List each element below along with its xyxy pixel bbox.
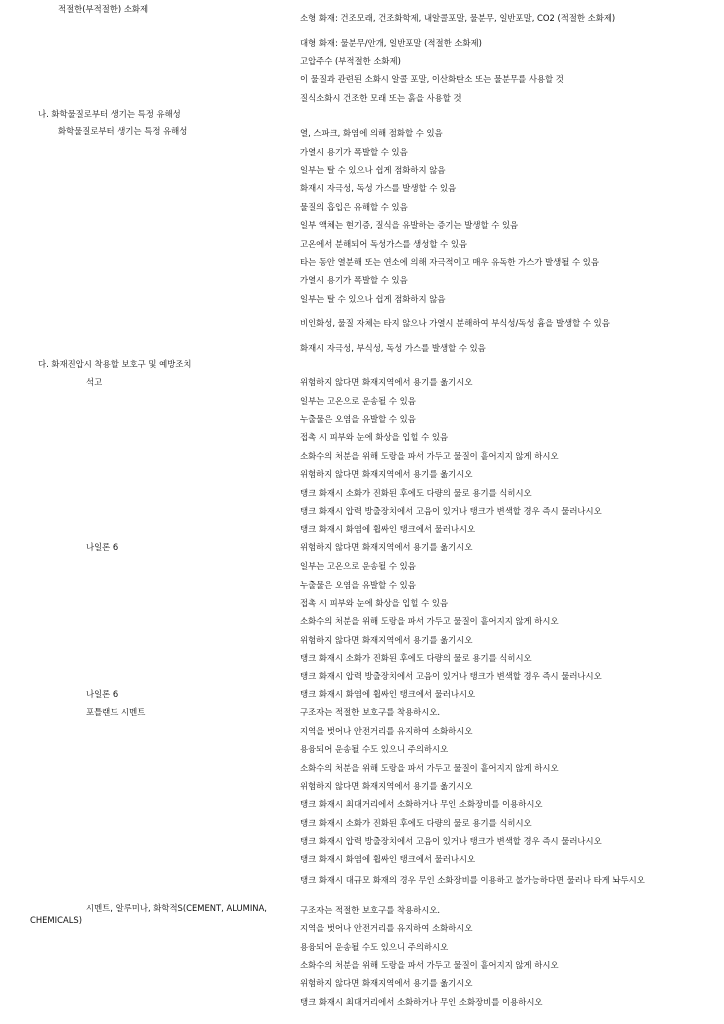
left-label: 석고 [86, 377, 103, 387]
right-value: 지역을 벗어나 안전거리를 유지하여 소화하시오 [300, 923, 473, 933]
right-value: 위험하지 않다면 화재지역에서 용기를 옮기시오 [300, 542, 473, 552]
left-label: 나일론 6 [86, 689, 119, 699]
right-value: 접촉 시 피부와 눈에 화상을 입힐 수 있음 [300, 432, 449, 442]
right-value: 가열시 용기가 폭발할 수 있음 [300, 147, 408, 157]
right-value: 소화수의 처분을 위해 도랑을 파서 가두고 물질이 흩어지지 않게 하시오 [300, 451, 559, 461]
right-value: 고압주수 (부적절한 소화제) [300, 56, 401, 66]
right-value: 누출물은 오염을 유발할 수 있음 [300, 580, 416, 590]
left-label: 나일론 6 [86, 542, 119, 552]
right-value: 탱크 화재시 화염에 휩싸인 탱크에서 물러나시오 [300, 524, 476, 534]
right-value: 이 물질과 관련된 소화시 알콜 포말, 이산화탄소 또는 물분무를 사용할 것 [300, 74, 564, 84]
right-value: 물질의 흡입은 유해할 수 있음 [300, 202, 408, 212]
right-value: 위험하지 않다면 화재지역에서 용기를 옮기시오 [300, 781, 473, 791]
right-value: 누출물은 오염을 유발할 수 있음 [300, 414, 416, 424]
right-value: 용융되어 운송될 수도 있으니 주의하시오 [300, 744, 449, 754]
right-value: 구조자는 적절한 보호구를 착용하시오. [300, 707, 441, 717]
right-value: 탱크 화재시 화염에 휩싸인 탱크에서 물러나시오 [300, 854, 476, 864]
right-value: 일부 액체는 현기증, 질식을 유발하는 증기는 발생할 수 있음 [300, 220, 519, 230]
right-value: 화재시 자극성, 부식성, 독성 가스를 발생할 수 있음 [300, 343, 486, 353]
right-value: 탱크 화재시 소화가 진화된 후에도 다량의 물로 용기를 식히시오 [300, 488, 532, 498]
left-label: 나. 화학물질로부터 생기는 특정 유해성 [38, 109, 181, 119]
right-value: 고온에서 분해되어 독성가스를 생성할 수 있음 [300, 239, 468, 249]
right-value: 탱크 화재시 소화가 진화된 후에도 다량의 물로 용기를 식히시오 [300, 818, 532, 828]
right-value: 구조자는 적절한 보호구를 착용하시오. [300, 905, 441, 915]
right-value: 탱크 화재시 화염에 휩싸인 탱크에서 물러나시오 [300, 689, 476, 699]
right-value: 탱크 화재시 압력 방출장치에서 고음이 있거나 탱크가 변색할 경우 즉시 물러나시오 [300, 836, 602, 846]
right-value: 위험하지 않다면 화재지역에서 용기를 옮기시오 [300, 469, 473, 479]
right-value: 일부는 고온으로 운송될 수 있음 [300, 561, 416, 571]
right-value: 탱크 화재시 최대거리에서 소화하거나 무인 소화장비를 이용하시오 [300, 799, 543, 809]
right-value: 탱크 화재시 최대거리에서 소화하거나 무인 소화장비를 이용하시오 [300, 997, 543, 1007]
right-value: 위험하지 않다면 화재지역에서 용기를 옮기시오 [300, 377, 473, 387]
right-value: 화재시 자극성, 독성 가스를 발생할 수 있음 [300, 183, 457, 193]
right-value-large-tank-fire: 탱크 화재시 대규모 화재의 경우 무인 소화장비를 이용하고 불가능하다면 물러나 타게 놔두시오 [300, 875, 645, 885]
left-label: 다. 화재진압시 착용할 보호구 및 예방조치 [38, 359, 192, 369]
right-value: 비인화성, 물질 자체는 타지 않으나 가열시 분해하여 부식성/독성 흄을 발생할 수 있음 [300, 318, 610, 328]
right-value: 타는 동안 열분해 또는 연소에 의해 자극적이고 매우 유독한 가스가 발생될 수 있음 [300, 257, 599, 267]
right-value: 위험하지 않다면 화재지역에서 용기를 옮기시오 [300, 635, 473, 645]
right-value: 가열시 용기가 폭발할 수 있음 [300, 275, 408, 285]
left-label: 포틀랜드 시멘트 [86, 707, 146, 717]
right-value: 위험하지 않다면 화재지역에서 용기를 옮기시오 [300, 978, 473, 988]
right-value: 소화수의 처분을 위해 도랑을 파서 가두고 물질이 흩어지지 않게 하시오 [300, 763, 559, 773]
right-value: 지역을 벗어나 안전거리를 유지하여 소화하시오 [300, 726, 473, 736]
right-value: 소화수의 처분을 위해 도랑을 파서 가두고 물질이 흩어지지 않게 하시오 [300, 616, 559, 626]
right-value: 소형 화재: 건조모래, 건조화학제, 내알콜포말, 물분무, 일반포말, CO2 (적절한 소화제) [300, 13, 616, 23]
right-value: 소화수의 처분을 위해 도랑을 파서 가두고 물질이 흩어지지 않게 하시오 [300, 960, 559, 970]
right-value: 탱크 화재시 소화가 진화된 후에도 다량의 물로 용기를 식히시오 [300, 653, 532, 663]
right-value: 일부는 탈 수 있으나 쉽게 점화하지 않음 [300, 165, 446, 175]
left-label: 화학물질로부터 생기는 특정 유해성 [58, 126, 188, 136]
right-value: 일부는 고온으로 운송될 수 있음 [300, 396, 416, 406]
right-value: 열, 스파크, 화염에 의해 점화할 수 있음 [300, 128, 443, 138]
left-label-cement-alumina: 시멘트, 알루미나, 화학적S(CEMENT, ALUMINA, CHEMICALS) [30, 903, 267, 925]
right-value: 탱크 화재시 압력 방출장치에서 고음이 있거나 탱크가 변색할 경우 즉시 물러나시오 [300, 671, 602, 681]
right-value: 대형 화재: 물분무/안개, 일반포말 (적절한 소화제) [300, 38, 482, 48]
right-value: 접촉 시 피부와 눈에 화상을 입힐 수 있음 [300, 598, 449, 608]
right-value: 탱크 화재시 압력 방출장치에서 고음이 있거나 탱크가 변색할 경우 즉시 물러나시오 [300, 506, 602, 516]
right-value: 용융되어 운송될 수도 있으니 주의하시오 [300, 942, 449, 952]
left-label: 적절한(부적절한) 소화제 [58, 4, 149, 14]
right-value: 일부는 탈 수 있으나 쉽게 점화하지 않음 [300, 294, 446, 304]
right-value: 질식소화시 건조한 모래 또는 흙을 사용할 것 [300, 93, 462, 103]
